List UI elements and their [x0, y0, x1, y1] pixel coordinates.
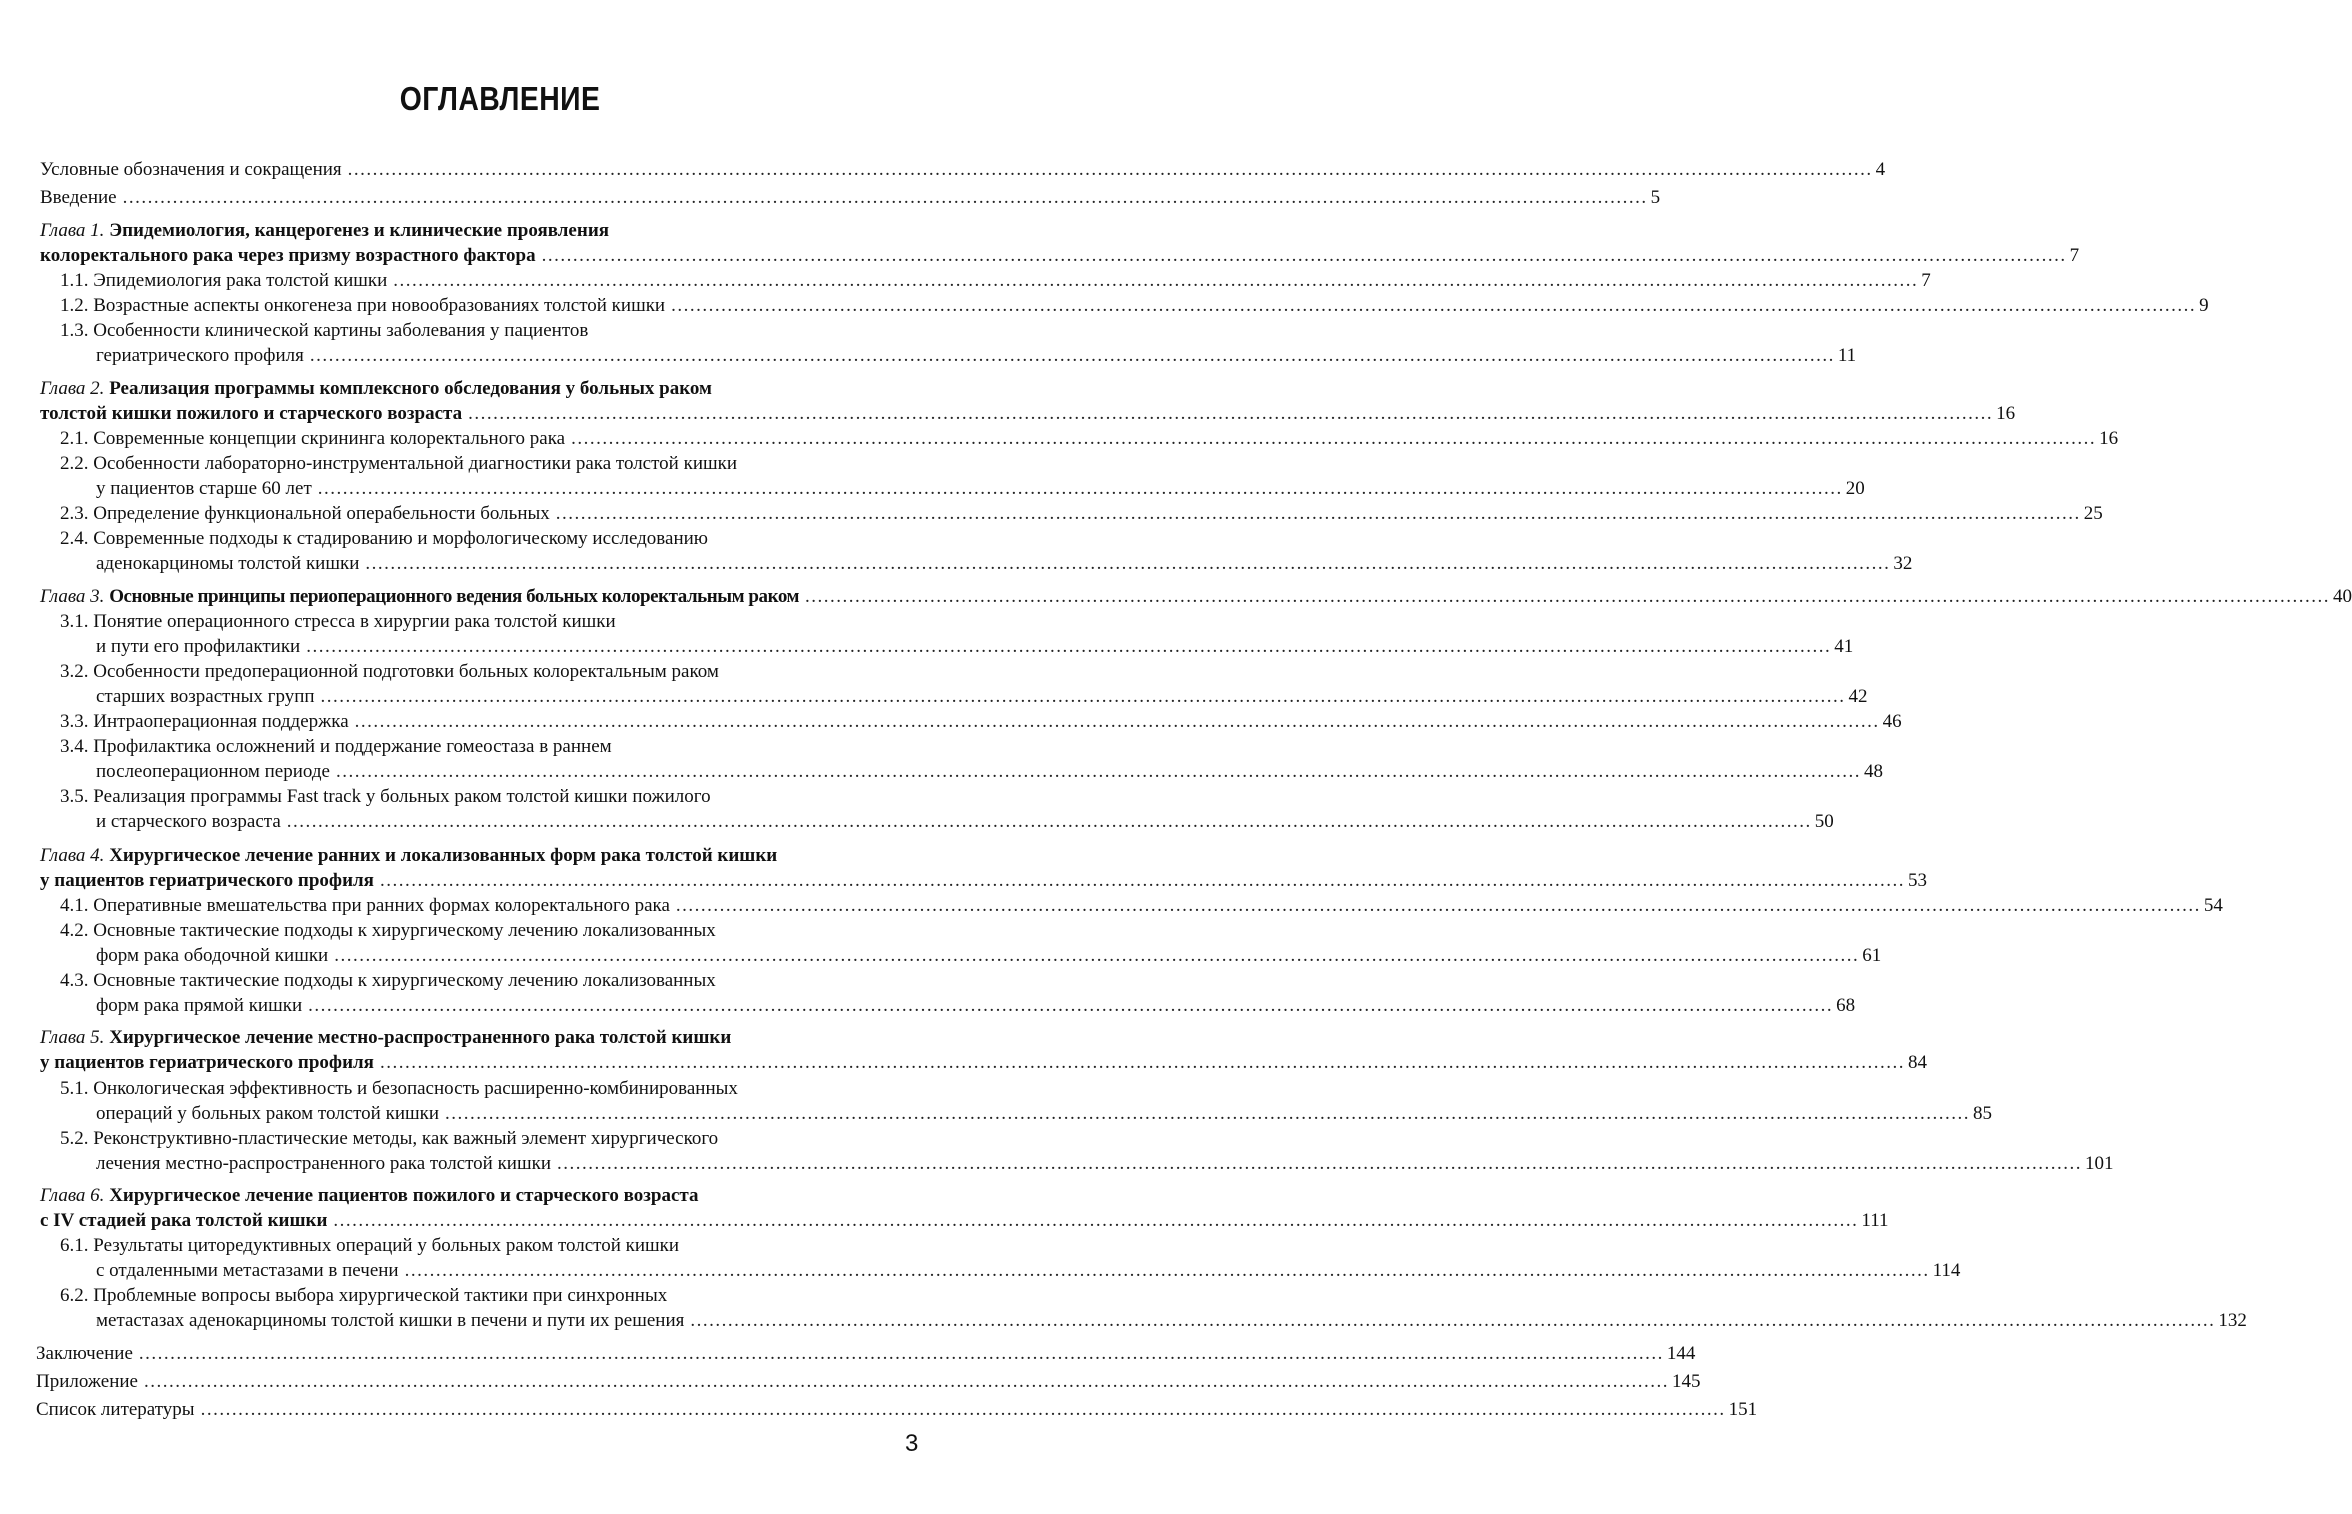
dot-leader: .................................................................................................................................................................................................................................................... — [468, 403, 1994, 424]
entry-title: 3.3. Интраоперационная поддержка — [60, 711, 349, 732]
dot-leader: .................................................................................................................................................................................................................................................... — [122, 187, 1648, 208]
entry-title: Заключение — [36, 1343, 133, 1364]
toc-section-3-5[interactable] — [96, 809, 1834, 834]
entry-page: 16 — [2099, 428, 2119, 449]
toc-section-3-2[interactable] — [96, 684, 1868, 709]
entry-title: 1.3. Особенности клинической картины заболевания у пациентов — [60, 320, 589, 341]
toc-entry-references[interactable] — [36, 1397, 1758, 1422]
toc-section-3-2-line1[interactable] — [60, 659, 719, 684]
entry-page: 54 — [2203, 895, 2223, 916]
dot-leader: .................................................................................................................................................................................................................................................... — [317, 478, 1843, 499]
entry-page: 25 — [2083, 503, 2103, 524]
chapter-label: Глава 2. — [40, 378, 105, 399]
chapter-label: Глава 1. — [40, 220, 105, 241]
entry-title: Список литературы — [36, 1399, 195, 1420]
entry-title: 5.2. Реконструктивно-пластические методы, как важный элемент хирургического — [60, 1128, 719, 1149]
chapter-title-line1: Хирургическое лечение местно-распространенного рака толстой кишки — [109, 1027, 732, 1048]
entry-page: 20 — [1845, 478, 1865, 499]
dot-leader: .................................................................................................................................................................................................................................................... — [690, 1310, 2216, 1331]
toc-section-5-2[interactable] — [96, 1151, 2114, 1176]
entry-page: 144 — [1666, 1343, 1696, 1364]
entry-page: 40 — [2333, 586, 2352, 607]
entry-title-cont: у пациентов старше 60 лет — [96, 478, 312, 499]
toc-chapter-5-heading[interactable] — [40, 1025, 731, 1050]
dot-leader: .................................................................................................................................................................................................................................................... — [333, 1210, 1859, 1231]
entry-page: 145 — [1671, 1371, 1701, 1392]
entry-page: 42 — [1848, 686, 1868, 707]
toc-section-3-1-line1[interactable] — [60, 609, 616, 634]
toc-chapter-2[interactable] — [40, 401, 2016, 426]
entry-page: 7 — [2069, 245, 2080, 266]
toc-section-4-3-line1[interactable] — [60, 968, 716, 993]
toc-entry-appendix[interactable] — [36, 1369, 1701, 1394]
entry-page: 114 — [1932, 1260, 1961, 1281]
toc-section-2-4-line1[interactable] — [60, 526, 708, 551]
toc-entry-conclusion[interactable] — [36, 1341, 1696, 1366]
entry-title-cont: операций у больных раком толстой кишки — [96, 1103, 440, 1124]
entry-page: 7 — [1921, 270, 1931, 291]
toc-entry-abbreviations[interactable] — [40, 157, 1886, 182]
entry-title: 4.2. Основные тактические подходы к хирургическому лечению локализованных — [60, 920, 716, 941]
entry-page: 41 — [1834, 636, 1854, 657]
dot-leader: .................................................................................................................................................................................................................................................... — [404, 1260, 1930, 1281]
toc-chapter-4[interactable] — [40, 868, 1927, 893]
entry-title-cont: с отдаленными метастазами в печени — [96, 1260, 399, 1281]
toc-section-5-1[interactable] — [96, 1101, 1993, 1126]
chapter-title-line2: толстой кишки пожилого и старческого возраста — [40, 403, 463, 424]
toc-section-4-1[interactable] — [60, 893, 2223, 918]
chapter-title-line2: колоректального рака через призму возрастного фактора — [40, 245, 536, 266]
entry-title-cont: аденокарциномы толстой кишки — [96, 553, 360, 574]
toc-chapter-2-heading[interactable] — [40, 376, 712, 401]
chapter-title-line1: Реализация программы комплексного обследования у больных раком — [109, 378, 712, 399]
dot-leader: .................................................................................................................................................................................................................................................... — [365, 553, 1891, 574]
toc-section-2-4[interactable] — [96, 551, 1913, 576]
toc-section-6-1-line1[interactable] — [60, 1233, 679, 1258]
chapter-title-line2: у пациентов гериатрического профиля — [40, 870, 374, 891]
toc-section-4-3[interactable] — [96, 993, 1856, 1018]
entry-page: 9 — [2199, 295, 2209, 316]
toc-section-3-4[interactable] — [96, 759, 1883, 784]
toc-chapter-3[interactable] — [40, 584, 2352, 609]
toc-section-1-3[interactable] — [96, 343, 1857, 368]
entry-title: Приложение — [36, 1371, 138, 1392]
dot-leader: .................................................................................................................................................................................................................................................... — [805, 586, 2331, 607]
dot-leader: .................................................................................................................................................................................................................................................... — [347, 159, 1873, 180]
toc-section-1-2[interactable] — [60, 293, 2209, 318]
toc-chapter-1-heading[interactable] — [40, 218, 609, 243]
chapter-title-line1: Хирургическое лечение пациентов пожилого и старческого возраста — [109, 1185, 699, 1206]
entry-title: 2.2. Особенности лабораторно-инструментальной диагностики рака толстой кишки — [60, 453, 738, 474]
entry-title: 2.3. Определение функциональной операбельности больных — [60, 503, 550, 524]
dot-leader: .................................................................................................................................................................................................................................................... — [320, 686, 1846, 707]
entry-title-cont: форм рака ободочной кишки — [96, 945, 329, 966]
entry-page: 16 — [1996, 403, 2016, 424]
chapter-title-line2: с IV стадией рака толстой кишки — [40, 1210, 328, 1231]
entry-title-cont: и старческого возраста — [96, 811, 281, 832]
toc-section-3-3[interactable] — [60, 709, 1902, 734]
toc-section-6-2-line1[interactable] — [60, 1283, 667, 1308]
dot-leader: .................................................................................................................................................................................................................................................... — [557, 1153, 2083, 1174]
entry-title: Введение — [40, 187, 117, 208]
entry-page: 68 — [1836, 995, 1856, 1016]
entry-title: 4.1. Оперативные вмешательства при ранних формах колоректального рака — [60, 895, 670, 916]
toc-section-2-2[interactable] — [96, 476, 1865, 501]
entry-title: 6.2. Проблемные вопросы выбора хирургической тактики при синхронных — [60, 1285, 668, 1306]
entry-title-cont: метастазах аденокарциномы толстой кишки в печени и пути их решения — [96, 1310, 685, 1331]
chapter-title-line1: Основные принципы периоперационного ведения больных колоректальным раком — [109, 586, 800, 607]
dot-leader: .................................................................................................................................................................................................................................................... — [571, 428, 2097, 449]
entry-page: 4 — [1875, 159, 1886, 180]
entry-title: 6.1. Результаты циторедуктивных операций у больных раком толстой кишки — [60, 1235, 680, 1256]
dot-leader: .................................................................................................................................................................................................................................................... — [306, 636, 1832, 657]
toc-section-5-1-line1[interactable] — [60, 1076, 738, 1101]
chapter-title-line1: Эпидемиология, канцерогенез и клинические проявления — [109, 220, 610, 241]
dot-leader: .................................................................................................................................................................................................................................................... — [143, 1371, 1669, 1392]
chapter-label: Глава 3. — [40, 586, 105, 607]
toc-section-6-2[interactable] — [96, 1308, 2247, 1333]
entry-title: 1.1. Эпидемиология рака толстой кишки — [60, 270, 388, 291]
chapter-title-line1: Хирургическое лечение ранних и локализованных форм рака толстой кишки — [109, 845, 778, 866]
entry-title: 4.3. Основные тактические подходы к хирургическому лечению локализованных — [60, 970, 716, 991]
toc-section-3-5-line1[interactable] — [60, 784, 711, 809]
dot-leader: .................................................................................................................................................................................................................................................... — [286, 811, 1812, 832]
toc-section-5-2-line1[interactable] — [60, 1126, 718, 1151]
chapter-heading — [40, 584, 799, 609]
entry-page: 151 — [1728, 1399, 1758, 1420]
entry-title: 3.1. Понятие операционного стресса в хирургии рака толстой кишки — [60, 611, 616, 632]
dot-leader: .................................................................................................................................................................................................................................................... — [671, 295, 2197, 316]
entry-page: 132 — [2218, 1310, 2247, 1331]
toc-section-1-3-line1[interactable] — [60, 318, 588, 343]
entry-page: 5 — [1650, 187, 1661, 208]
toc-chapter-6[interactable] — [40, 1208, 1889, 1233]
dot-leader: .................................................................................................................................................................................................................................................... — [675, 895, 2201, 916]
toc-section-3-1[interactable] — [96, 634, 1854, 659]
entry-page: 32 — [1893, 553, 1913, 574]
entry-page: 53 — [1907, 870, 1927, 891]
entry-title-cont: послеоперационном периоде — [96, 761, 330, 782]
dot-leader: .................................................................................................................................................................................................................................................... — [309, 345, 1835, 366]
dot-leader: .................................................................................................................................................................................................................................................... — [334, 945, 1860, 966]
entry-page: 50 — [1814, 811, 1834, 832]
dot-leader: .................................................................................................................................................................................................................................................... — [138, 1343, 1664, 1364]
entry-title-cont: форм рака прямой кишки — [96, 995, 303, 1016]
toc-section-4-2-line1[interactable] — [60, 918, 716, 943]
entry-title: 3.4. Профилактика осложнений и поддержание гомеостаза в раннем — [60, 736, 612, 757]
entry-page: 48 — [1863, 761, 1883, 782]
entry-page: 46 — [1882, 711, 1902, 732]
dot-leader: .................................................................................................................................................................................................................................................... — [335, 761, 1861, 782]
entry-title: 1.2. Возрастные аспекты онкогенеза при новообразованиях толстой кишки — [60, 295, 666, 316]
entry-title: 5.1. Онкологическая эффективность и безопасность расширенно-комбинированных — [60, 1078, 738, 1099]
dot-leader: .................................................................................................................................................................................................................................................... — [555, 503, 2081, 524]
dot-leader: .................................................................................................................................................................................................................................................... — [379, 870, 1905, 891]
toc-section-2-2-line1[interactable] — [60, 451, 737, 476]
dot-leader: .................................................................................................................................................................................................................................................... — [379, 1052, 1905, 1073]
chapter-label: Глава 5. — [40, 1027, 105, 1048]
chapter-label: Глава 4. — [40, 845, 105, 866]
entry-title: 3.5. Реализация программы Fast track у больных раком толстой кишки пожилого — [60, 786, 711, 807]
entry-title: Условные обозначения и сокращения — [40, 159, 342, 180]
toc-chapter-4-heading[interactable] — [40, 843, 777, 868]
toc-chapter-6-heading[interactable] — [40, 1183, 699, 1208]
toc-chapter-5[interactable] — [40, 1050, 1927, 1075]
dot-leader: .................................................................................................................................................................................................................................................... — [354, 711, 1880, 732]
entry-page: 61 — [1862, 945, 1882, 966]
toc-section-2-3[interactable] — [60, 501, 2103, 526]
entry-title: 2.1. Современные концепции скрининга колоректального рака — [60, 428, 566, 449]
entry-page: 84 — [1907, 1052, 1927, 1073]
entry-title: 2.4. Современные подходы к стадированию и морфологическому исследованию — [60, 528, 708, 549]
chapter-title-line2: у пациентов гериатрического профиля — [40, 1052, 374, 1073]
dot-leader: .................................................................................................................................................................................................................................................... — [393, 270, 1919, 291]
page-number: 3 — [905, 1430, 919, 1457]
dot-leader: .................................................................................................................................................................................................................................................... — [200, 1399, 1726, 1420]
dot-leader: .................................................................................................................................................................................................................................................... — [308, 995, 1834, 1016]
toc-section-6-1[interactable] — [96, 1258, 1961, 1283]
toc-section-1-1[interactable] — [60, 268, 1931, 293]
entry-title-cont: лечения местно-распространенного рака толстой кишки — [96, 1153, 552, 1174]
toc-section-4-2[interactable] — [96, 943, 1882, 968]
entry-page: 101 — [2085, 1153, 2114, 1174]
toc-section-3-4-line1[interactable] — [60, 734, 612, 759]
entry-page: 85 — [1973, 1103, 1993, 1124]
toc-chapter-1[interactable] — [40, 243, 2080, 268]
dot-leader: .................................................................................................................................................................................................................................................... — [445, 1103, 1971, 1124]
chapter-label: Глава 6. — [40, 1185, 105, 1206]
toc-section-2-1[interactable] — [60, 426, 2119, 451]
entry-page: 111 — [1861, 1210, 1889, 1231]
page-title: ОГЛАВЛЕНИЕ — [399, 80, 601, 117]
entry-title-cont: гериатрического профиля — [96, 345, 304, 366]
dot-leader: .................................................................................................................................................................................................................................................... — [541, 245, 2067, 266]
entry-title: 3.2. Особенности предоперационной подготовки больных колоректальным раком — [60, 661, 719, 682]
entry-page: 11 — [1837, 345, 1857, 366]
entry-title-cont: и пути его профилактики — [96, 636, 301, 657]
entry-title-cont: старших возрастных групп — [96, 686, 315, 707]
toc-entry-intro[interactable] — [40, 185, 1661, 210]
